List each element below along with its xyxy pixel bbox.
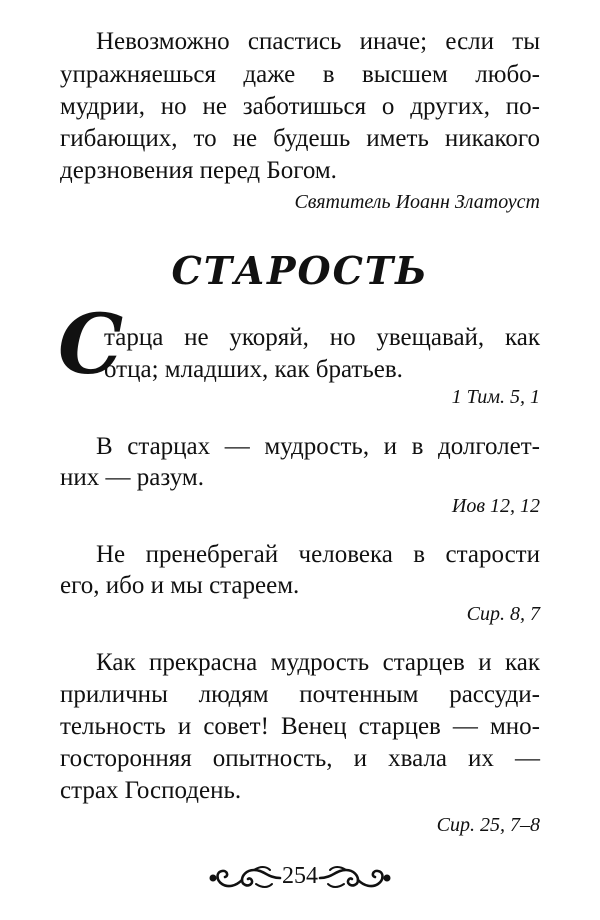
page-number: 254 bbox=[282, 863, 318, 889]
scripture-reference: Сир. 8, 7 bbox=[466, 603, 540, 625]
text-line: Не пренебрегай человека в старости bbox=[96, 541, 540, 568]
text-line: гибающих, то не будешь иметь никакого bbox=[60, 125, 540, 152]
text-line: госторонняя опытность, и хвала их — bbox=[60, 745, 540, 772]
book-page bbox=[60, 0, 540, 920]
text-line: мудрии, но не заботишься о других, по- bbox=[60, 93, 540, 120]
text-line: упражняешься даже в высшем любо- bbox=[60, 61, 540, 88]
text-line: Как прекрасна мудрость старцев и как bbox=[96, 649, 540, 676]
text-line: его, ибо и мы стареем. bbox=[60, 572, 300, 599]
text-line: тарца не укоряй, но увещавай, как bbox=[104, 324, 540, 351]
quote-attribution: Святитель Иоанн Златоуст bbox=[294, 191, 540, 213]
drop-cap: С bbox=[58, 297, 124, 393]
text-line: Невозможно спастись иначе; если ты bbox=[96, 28, 540, 55]
text-line: отца; младших, как братьев. bbox=[104, 356, 403, 383]
right-ornament-icon bbox=[318, 864, 392, 892]
text-line: них — разум. bbox=[60, 464, 204, 491]
scripture-reference: 1 Тим. 5, 1 bbox=[451, 386, 540, 408]
scripture-reference: Иов 12, 12 bbox=[451, 495, 540, 517]
text-line: дерзновения перед Богом. bbox=[60, 157, 337, 184]
text-line: тельность и совет! Венец старцев — мно- bbox=[60, 713, 540, 740]
text-line: приличны людям почтенным рассуди- bbox=[60, 681, 540, 708]
scripture-reference: Сир. 25, 7–8 bbox=[436, 814, 540, 836]
text-line: В старцах — мудрость, и в долголет- bbox=[96, 433, 540, 460]
page-footer bbox=[60, 858, 540, 898]
text-line: страх Господень. bbox=[60, 777, 242, 804]
section-title: СТАРОСТЬ bbox=[171, 248, 429, 293]
